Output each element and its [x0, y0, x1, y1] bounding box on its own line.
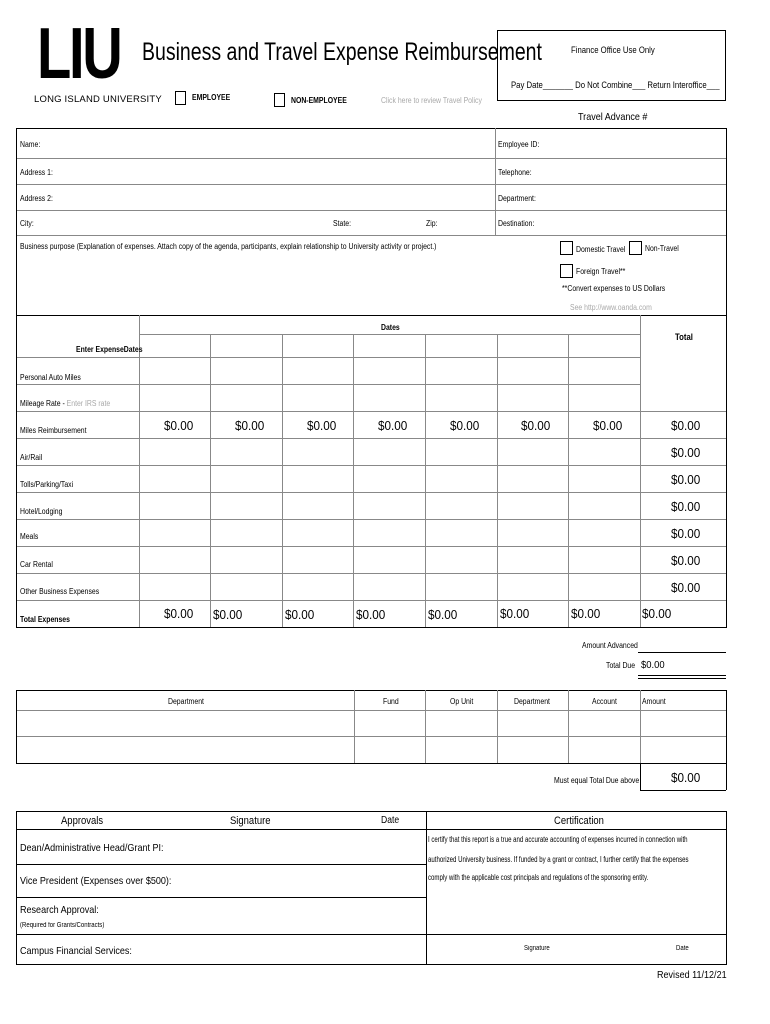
row-total-car-rental: $0.00 [671, 553, 701, 568]
travel-advance-label: Travel Advance # [578, 111, 648, 123]
foreign-travel-checkbox[interactable] [560, 264, 573, 278]
finance-office-fields: Pay Date_______ Do Not Combine___ Return Interoffice___ [511, 80, 720, 90]
domestic-travel-label: Domestic Travel [576, 245, 626, 254]
address2-field-label: Address 2: [20, 194, 53, 203]
total-due-label: Total Due [606, 661, 636, 670]
must-equal-note: Must equal Total Due above [554, 776, 640, 785]
acct-header-department-2: Department [514, 697, 550, 706]
approvals-header: Approvals [61, 815, 104, 827]
row-label-air-rail: Air/Rail [20, 453, 43, 462]
acct-header-fund: Fund [383, 697, 399, 706]
row-total-air-rail: $0.00 [671, 445, 701, 460]
total-expenses-cell: $0.00 [164, 606, 194, 621]
liu-logo: LIU [37, 14, 121, 94]
telephone-field-label: Telephone: [498, 168, 532, 177]
acct-header-account: Account [592, 697, 617, 706]
total-expenses-cell: $0.00 [500, 606, 530, 621]
research-approval-note: (Required for Grants/Contracts) [20, 922, 105, 929]
dean-approval-label: Dean/Administrative Head/Grant PI: [20, 842, 164, 854]
row-total-meals: $0.00 [671, 526, 701, 541]
address1-field-label: Address 1: [20, 168, 53, 177]
acct-header-amount: Amount [642, 697, 666, 706]
total-due-value: $0.00 [641, 659, 665, 671]
row-label-car-rental: Car Rental [20, 560, 53, 569]
row-total-other: $0.00 [671, 580, 701, 595]
miles-reimb-cell: $0.00 [593, 418, 623, 433]
vp-approval-label: Vice President (Expenses over $500): [20, 875, 172, 887]
total-expenses-cell: $0.00 [285, 607, 315, 622]
domestic-travel-checkbox[interactable] [560, 241, 573, 255]
revised-date: Revised 11/12/21 [657, 969, 727, 981]
date-header: Date [381, 815, 400, 826]
miles-reimb-cell: $0.00 [521, 418, 551, 433]
finance-office-box [497, 30, 726, 101]
acct-header-department: Department [168, 697, 204, 706]
employee-label: EMPLOYEE [192, 93, 231, 102]
acct-header-op-unit: Op Unit [450, 697, 474, 706]
row-total-hotel: $0.00 [671, 499, 701, 514]
row-label-tolls-parking-taxi: Tolls/Parking/Taxi [20, 480, 74, 489]
total-expenses-cell: $0.00 [428, 607, 458, 622]
miles-reimb-cell: $0.00 [307, 418, 337, 433]
grand-total-expenses: $0.00 [642, 606, 672, 621]
state-field-label: State: [333, 219, 351, 228]
university-name: LONG ISLAND UNIVERSITY [34, 94, 162, 105]
certification-header: Certification [554, 815, 604, 827]
miles-reimb-cell: $0.00 [164, 418, 194, 433]
research-approval-label: Research Approval: [20, 904, 99, 916]
signature-header: Signature [230, 815, 271, 827]
non-travel-checkbox[interactable] [629, 241, 642, 255]
row-total-miles-reimbursement: $0.00 [671, 418, 701, 433]
page-title: Business and Travel Expense Reimbursement [142, 38, 542, 66]
destination-field-label: Destination: [498, 219, 535, 228]
row-label-meals: Meals [20, 532, 39, 541]
row-label-personal-auto-miles: Personal Auto Miles [20, 373, 81, 382]
oanda-link[interactable]: See http://www.oanda.com [570, 303, 652, 312]
convert-usd-note: **Convert expenses to US Dollars [562, 284, 666, 293]
row-label-miles-reimbursement: Miles Reimbursement [20, 426, 87, 435]
row-total-tolls: $0.00 [671, 472, 701, 487]
dates-header: Dates [381, 323, 400, 332]
business-purpose-label: Business purpose (Explanation of expenses. Attach copy of the agenda, participants, explain relationship to University activity or project.) [20, 242, 437, 251]
certification-text-line: authorized University business. If funded by a grant or contract, I further certify that the expenses [428, 855, 689, 864]
certification-text-line: I certify that this report is a true and accurate accounting of expenses incurred in connection with [428, 835, 688, 844]
cert-date-label: Date [676, 945, 689, 952]
city-field-label: City: [20, 219, 34, 228]
amount-advanced-line[interactable] [638, 652, 726, 653]
non-travel-label: Non-Travel [645, 244, 679, 253]
amount-advanced-label: Amount Advanced [582, 641, 638, 650]
irs-rate-hint: Enter IRS rate [66, 399, 111, 408]
department-field-label: Department: [498, 194, 536, 203]
foreign-travel-label: Foreign Travel** [576, 267, 626, 276]
accounting-sum: $0.00 [671, 770, 701, 785]
total-expenses-cell: $0.00 [356, 607, 386, 622]
employee-id-field-label: Employee ID: [498, 140, 540, 149]
employee-checkbox[interactable] [175, 91, 186, 105]
row-label-mileage-rate: Mileage Rate - Enter IRS rate [20, 399, 111, 408]
certification-text-line: comply with the applicable cost principals and regulations of the sponsoring entity. [428, 873, 649, 882]
enter-expense-dates-label: Enter ExpenseDates [76, 345, 143, 354]
cert-signature-label: Signature [524, 945, 550, 952]
row-label-other-business-expenses: Other Business Expenses [20, 587, 100, 596]
miles-reimb-cell: $0.00 [450, 418, 480, 433]
miles-reimb-cell: $0.00 [235, 418, 265, 433]
campus-financial-label: Campus Financial Services: [20, 945, 132, 957]
travel-policy-link[interactable]: Click here to review Travel Policy [381, 96, 482, 105]
total-expenses-cell: $0.00 [213, 607, 243, 622]
total-header: Total [675, 332, 693, 342]
non-employee-label: NON-EMPLOYEE [291, 96, 347, 105]
total-expenses-cell: $0.00 [571, 606, 601, 621]
non-employee-checkbox[interactable] [274, 93, 285, 107]
row-label-total-expenses: Total Expenses [20, 615, 70, 624]
miles-reimb-cell: $0.00 [378, 418, 408, 433]
finance-office-title: Finance Office Use Only [571, 45, 655, 55]
row-label-hotel-lodging: Hotel/Lodging [20, 507, 63, 516]
name-field-label: Name: [20, 140, 41, 149]
zip-field-label: Zip: [426, 219, 438, 228]
